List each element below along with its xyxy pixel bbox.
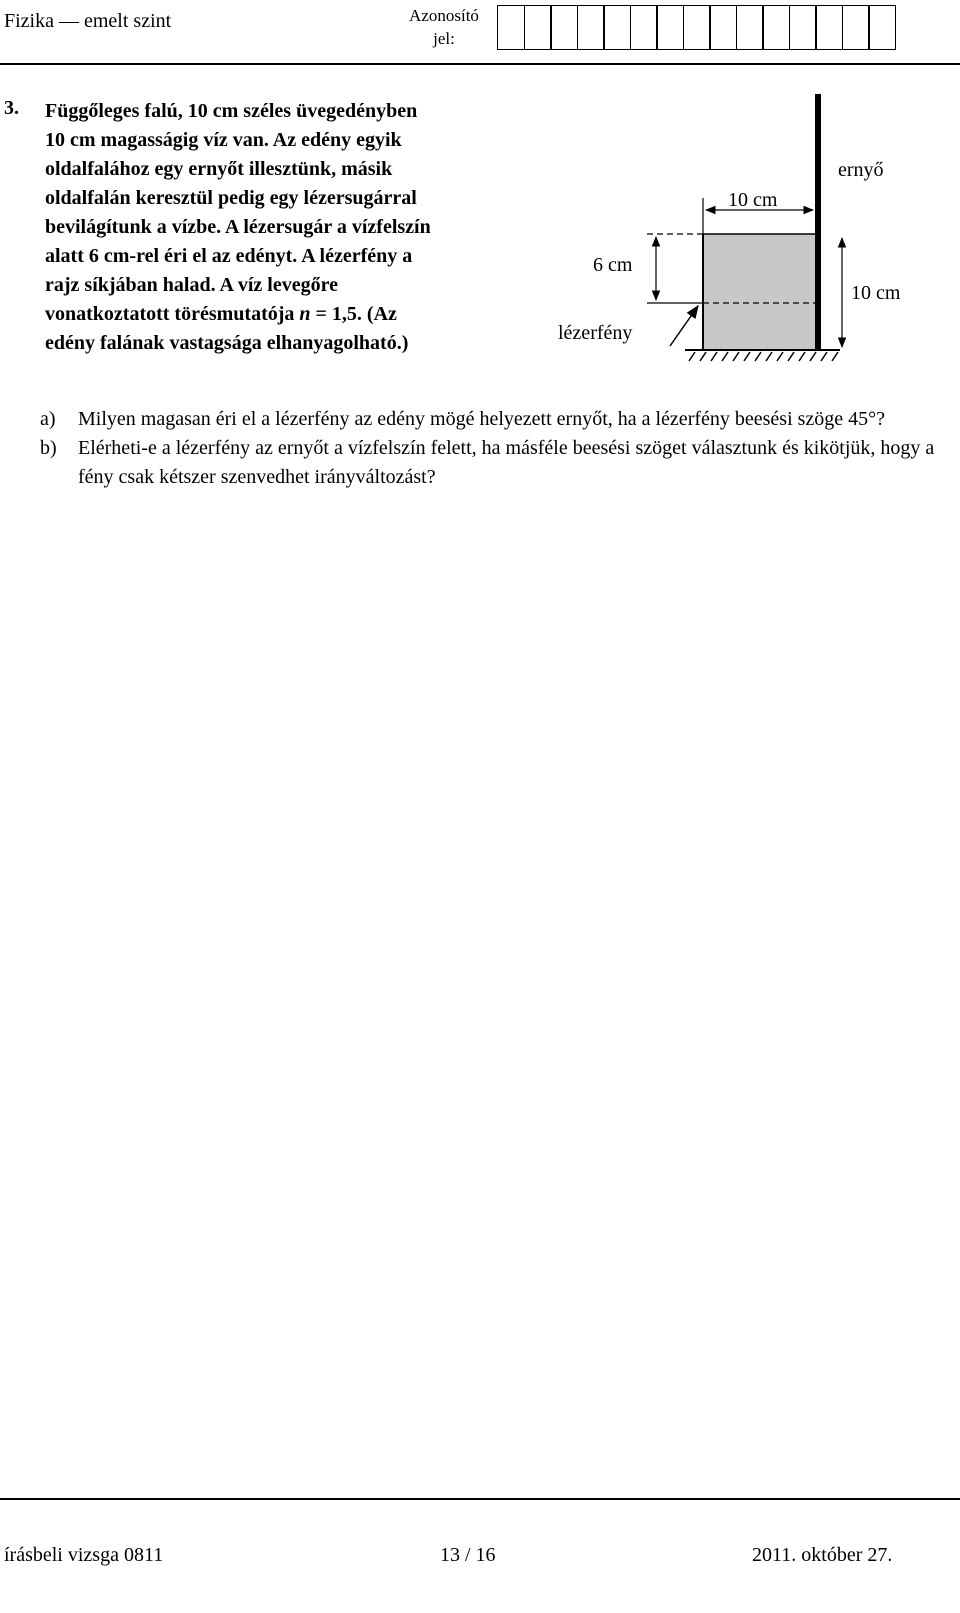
question-line: edény falának vastagsága elhanyagolható.) [45,332,409,354]
id-box[interactable] [815,5,843,50]
question-text [45,97,535,358]
question-line-part: vonatkoztatott törésmutatója [45,303,300,325]
laser-label: lézerfény [558,322,633,344]
id-boxes [497,5,896,50]
sub-question-label: a) [40,408,56,430]
id-label-line2: jel: [433,29,455,48]
width-label: 10 cm [728,189,778,211]
question-line: Függőleges falú, 10 cm széles üvegedényben [45,100,418,122]
question-line: oldalfalához egy ernyőt illesztünk, másik [45,158,393,180]
id-box[interactable] [577,5,605,50]
header-rule [0,63,960,65]
id-box[interactable] [550,5,578,50]
id-box[interactable] [762,5,790,50]
question-number: 3. [4,97,19,119]
header-subject: Fizika — emelt szint [4,10,172,32]
question-line: oldalfalán keresztül pedig egy lézersugárral [45,187,417,209]
sub-question-label: b) [40,437,57,459]
id-box[interactable] [842,5,870,50]
id-box[interactable] [683,5,711,50]
question-line: alatt 6 cm-rel éri el az edényt. A lézerfény a [45,245,413,267]
question-line-part: = 1,5. (Az [310,303,397,325]
ground-hatching [689,352,838,361]
question-line: rajz síkjában halad. A víz levegőre [45,274,338,296]
refractive-index-symbol: n [299,303,311,325]
question-line: 10 cm magasságig víz van. Az edény egyik [45,129,402,151]
footer-exam: írásbeli vizsga 0811 [4,1544,164,1566]
id-label [406,4,482,50]
sub-questions [40,405,940,492]
sub-question-text: Milyen magasan éri el a lézerfény az edény mögé helyezett ernyőt, ha a lézerfény beesési szöge 45°? [78,408,886,430]
footer-rule [0,1498,960,1500]
screen-wall [815,94,821,350]
id-box[interactable] [497,5,525,50]
question-line: bevilágítunk a vízbe. A lézersugár a vízfelszín [45,216,431,238]
id-box[interactable] [789,5,817,50]
footer-date: 2011. október 27. [752,1544,893,1566]
id-box[interactable] [656,5,684,50]
depth-label: 6 cm [593,254,633,276]
id-box[interactable] [630,5,658,50]
id-label-line1: Azonosító [409,6,479,25]
id-box[interactable] [868,5,896,50]
id-box[interactable] [524,5,552,50]
id-box[interactable] [736,5,764,50]
id-box[interactable] [709,5,737,50]
question-line [45,300,535,329]
footer-page-number: 13 / 16 [440,1544,496,1566]
sub-question-text: Elérheti-e a lézerfény az ernyőt a vízfelszín felett, ha másféle beesési szöget választunk és kikötjük, hogy a fény csak kétszer szenvedhet irányváltozást? [78,437,935,488]
sub-question-b [40,434,940,492]
water [703,234,817,350]
sub-question-a [40,405,940,434]
height-label: 10 cm [851,282,901,304]
vessel-diagram [550,88,930,378]
id-box[interactable] [603,5,631,50]
screen-label: ernyő [838,159,884,181]
laser-arrow [670,306,698,346]
